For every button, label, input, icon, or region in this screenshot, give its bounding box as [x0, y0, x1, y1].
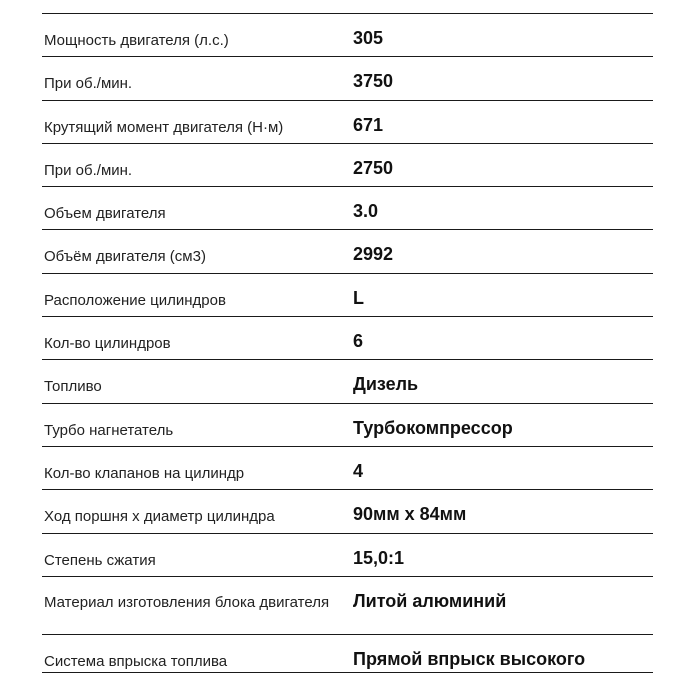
spec-row-power	[42, 14, 653, 57]
spec-row-displacement-cc	[42, 230, 653, 273]
spec-label: Объем двигателя	[44, 205, 166, 223]
spec-row-cylinder-layout	[42, 274, 653, 317]
spec-value: 305	[353, 28, 384, 48]
spec-value: 90мм x 84мм	[353, 504, 467, 525]
spec-value: 2992	[353, 244, 394, 265]
spec-row-torque-rpm	[42, 144, 653, 187]
spec-value: Дизель	[353, 374, 419, 395]
spec-value: Литой алюминий	[353, 590, 507, 611]
spec-row-fuel	[42, 360, 653, 403]
spec-value: 15,0:1	[353, 547, 405, 568]
spec-value: L	[353, 287, 364, 308]
spec-label: Система впрыска топлива	[44, 652, 228, 670]
spec-label: Мощность двигателя (л.с.)	[44, 32, 229, 49]
spec-label: При об./мин.	[44, 161, 133, 179]
spec-value: 4	[353, 460, 364, 481]
spec-label: Крутящий момент двигателя (Н·м)	[44, 118, 284, 136]
spec-label: Кол-во цилиндров	[44, 335, 171, 353]
spec-label: Материал изготовления блока двигателя	[44, 593, 330, 611]
spec-row-valves	[42, 447, 653, 490]
spec-value: Турбокомпрессор	[353, 417, 513, 438]
spec-label: Расположение цилиндров	[44, 291, 226, 309]
spec-row-bore-stroke	[42, 490, 653, 533]
spec-value: 3750	[353, 71, 394, 92]
engine-spec-table	[42, 13, 653, 673]
spec-label: При об./мин.	[44, 75, 133, 93]
spec-value: 6	[353, 331, 364, 352]
spec-label: Ход поршня x диаметр цилиндра	[44, 508, 275, 526]
spec-row-cylinder-count	[42, 317, 653, 360]
spec-row-torque	[42, 101, 653, 144]
spec-label: Топливо	[44, 378, 102, 396]
spec-row-block-material	[42, 577, 653, 635]
spec-row-compression	[42, 534, 653, 577]
spec-row-injection	[42, 635, 653, 673]
spec-label: Степень сжатия	[44, 551, 156, 569]
spec-label: Турбо нагнетатель	[44, 421, 174, 439]
spec-label: Кол-во клапанов на цилиндр	[44, 464, 245, 482]
spec-row-turbo	[42, 404, 653, 447]
spec-value: 2750	[353, 157, 394, 178]
spec-value: 671	[353, 114, 384, 135]
spec-value: Прямой впрыск высокого	[353, 648, 586, 669]
spec-label: Объём двигателя (см3)	[44, 248, 206, 266]
spec-row-displacement	[42, 187, 653, 230]
spec-value: 3.0	[353, 201, 379, 222]
spec-row-power-rpm	[42, 57, 653, 100]
